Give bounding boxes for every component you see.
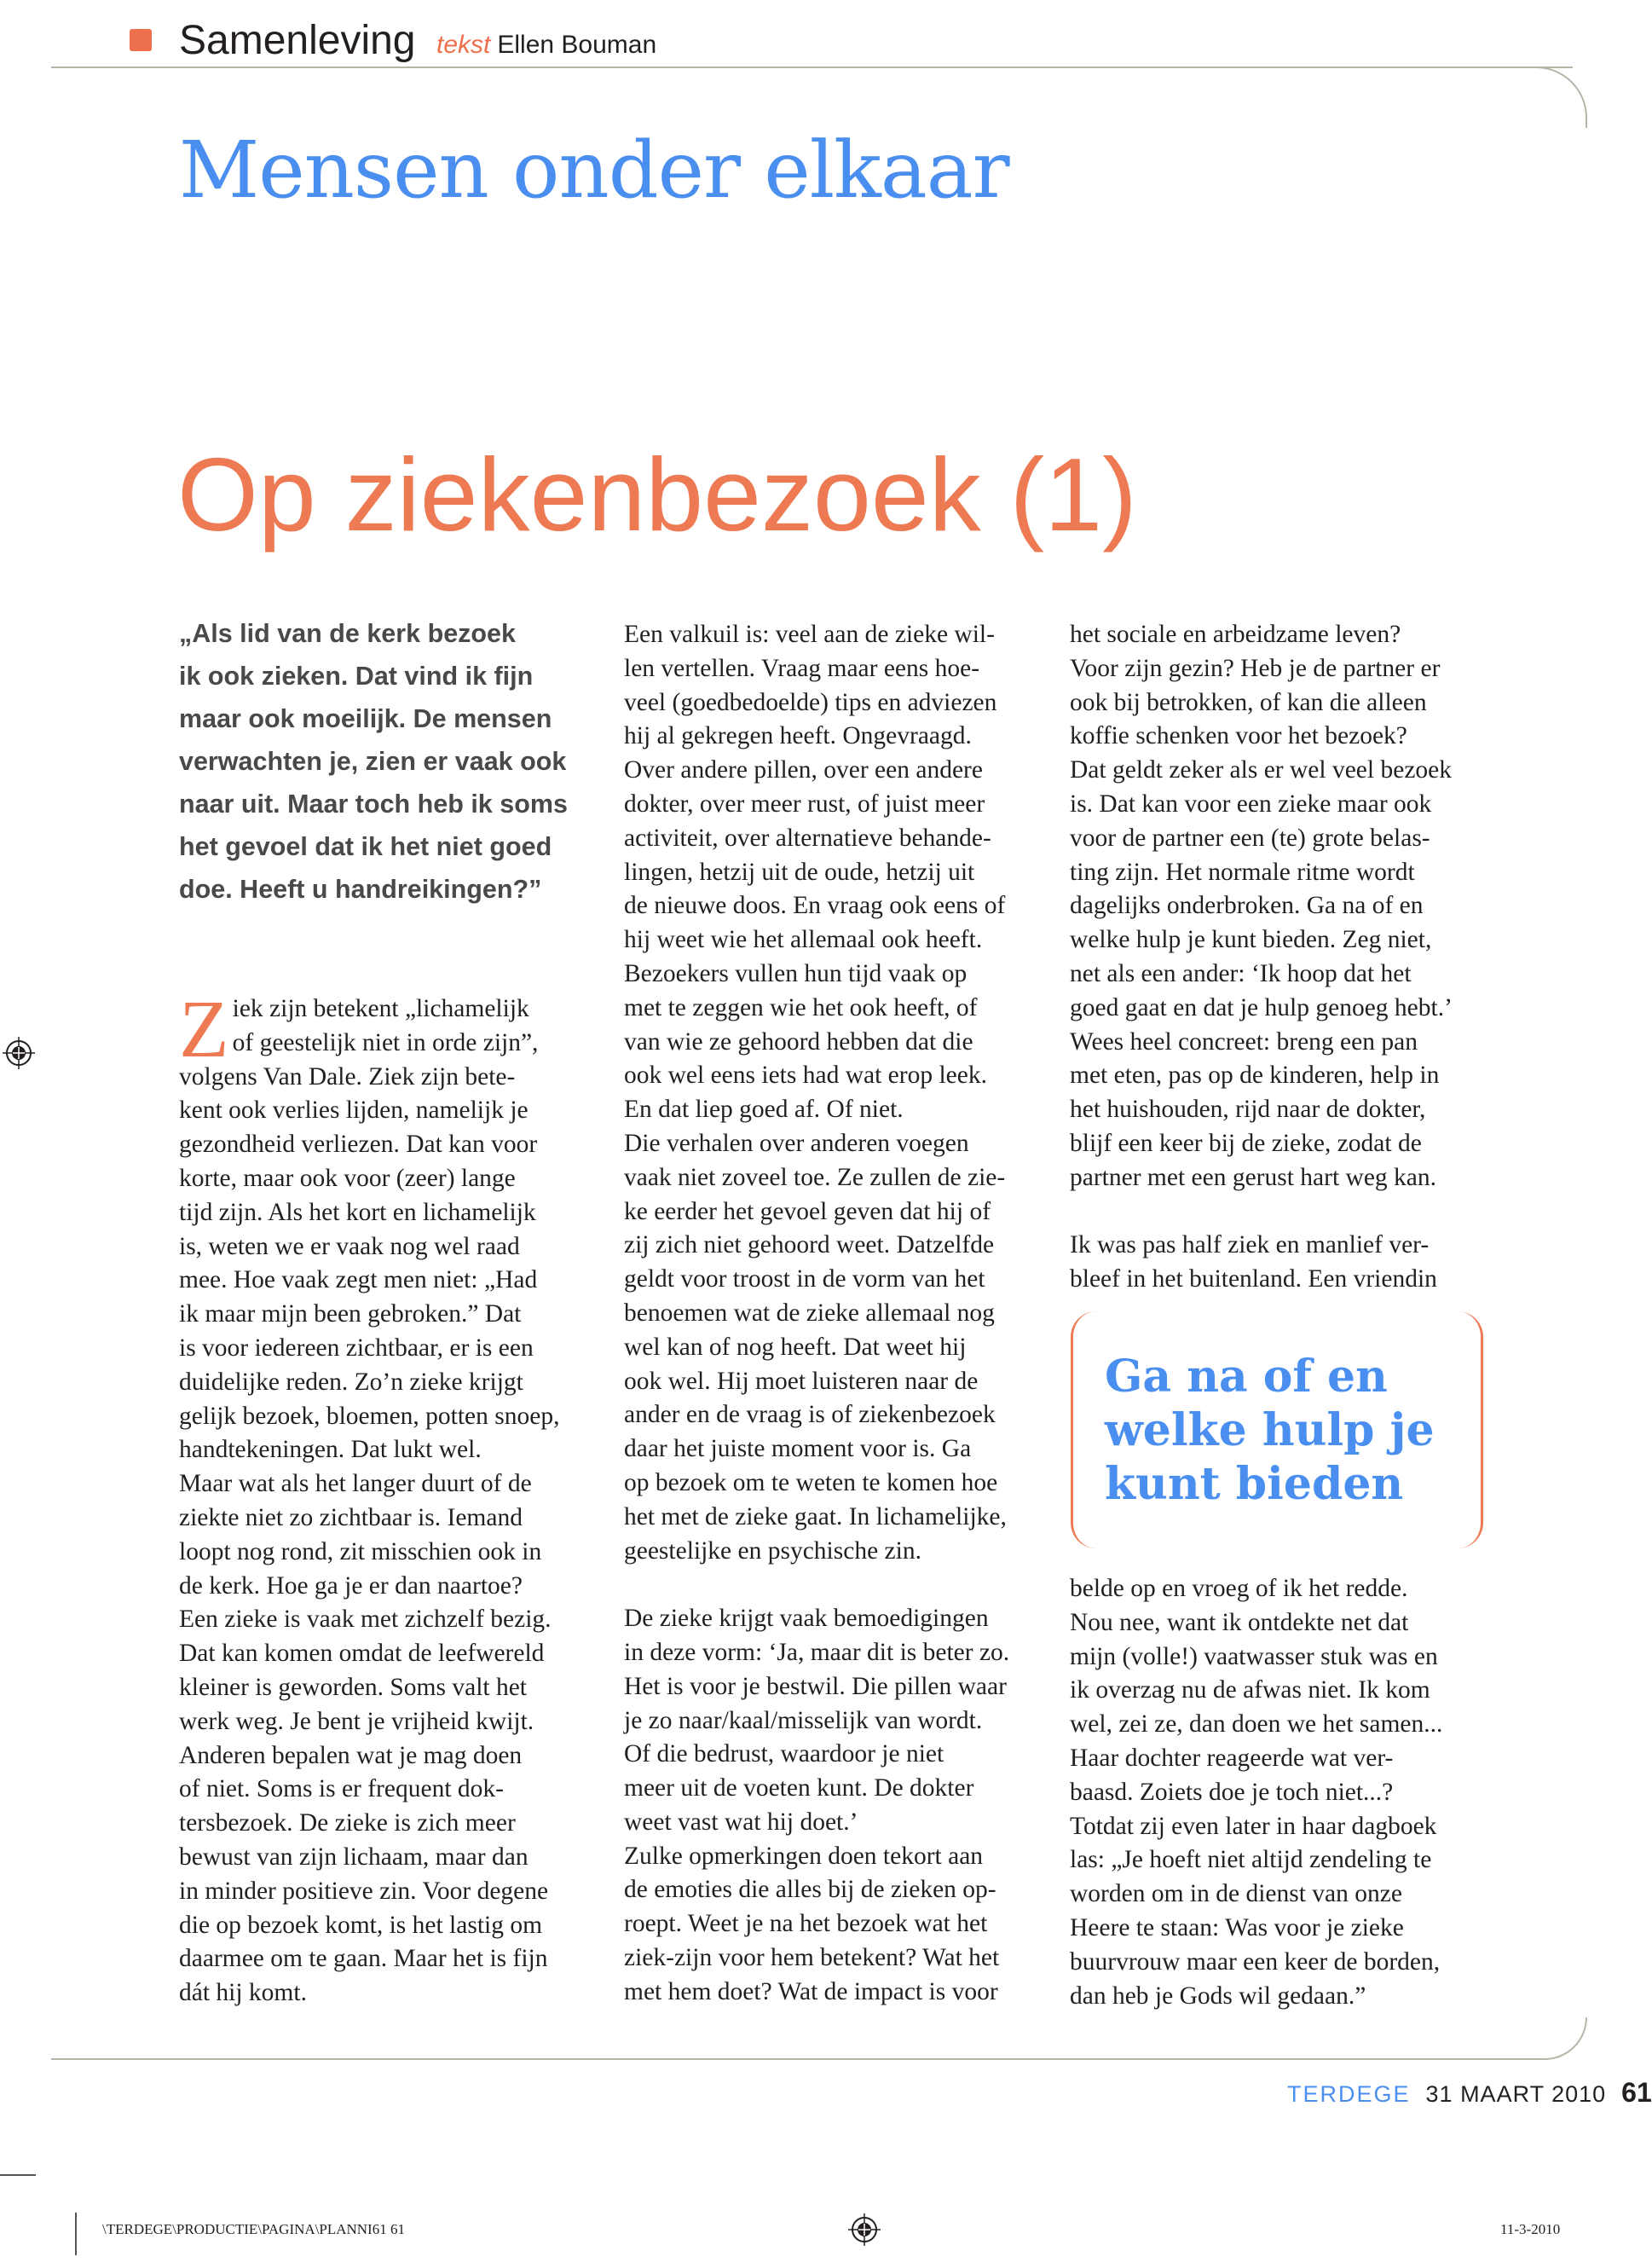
- text-line: iek zijn betekent „lichamelijk: [232, 995, 529, 1022]
- text-line: Over andere pillen, over een andere: [624, 756, 983, 784]
- text-line: werk weg. Je bent je vrijheid kwijt.: [179, 1707, 534, 1735]
- text-line: loopt nog rond, zit misschien ook in: [179, 1537, 542, 1565]
- text-line: Bezoekers vullen hun tijd vaak op: [624, 959, 968, 987]
- text-line: handtekeningen. Dat lukt wel.: [179, 1436, 482, 1464]
- text-line: ook wel eens iets had wat erop leek.: [624, 1062, 987, 1090]
- text-line: ik overzag nu de afwas niet. Ik kom: [1070, 1676, 1430, 1704]
- author-name: Ellen Bouman: [497, 31, 657, 59]
- text-line: gelijk bezoek, bloemen, potten snoep,: [179, 1402, 560, 1430]
- intro-line: het gevoel dat ik het niet goed: [179, 832, 552, 861]
- text-line: in deze vorm: ‘Ja, maar dit is beter zo.: [624, 1638, 1010, 1666]
- crop-mark: [0, 2174, 36, 2176]
- text-line: wel, zei ze, dan doen we het samen...: [1070, 1710, 1443, 1739]
- text-line: ik maar mijn been gebroken.” Dat: [179, 1300, 522, 1328]
- text-line: net als een ander: ‘Ik hoop dat het: [1070, 959, 1412, 987]
- text-line: Een valkuil is: veel aan de zieke wil-: [624, 621, 995, 648]
- text-line: las: „Je hoeft niet altijd zendeling te: [1070, 1846, 1432, 1874]
- body-column-3-top: [1070, 618, 1487, 1297]
- text-line: Die verhalen over anderen voegen: [624, 1129, 969, 1157]
- text-line: Totdat zij even later in haar dagboek: [1070, 1812, 1437, 1840]
- magazine-name: TERDEGE: [1287, 2081, 1411, 2107]
- text-line: met eten, pas op de kinderen, help in: [1070, 1062, 1440, 1090]
- text-line: benoemen wat de zieke allemaal nog: [624, 1299, 995, 1327]
- byline: [436, 28, 656, 62]
- text-line: Anderen bepalen wat je mag doen: [179, 1741, 523, 1769]
- text-line: Ik was pas half ziek en manlief ver-: [1070, 1231, 1430, 1259]
- text-line: op bezoek om te weten te komen hoe: [624, 1468, 998, 1496]
- text-line: worden om in de dienst van onze: [1070, 1880, 1402, 1908]
- text-line: Maar wat als het langer duurt of de: [179, 1470, 532, 1498]
- text-line: de nieuwe doos. En vraag ook eens of: [624, 892, 1006, 920]
- text-line: baasd. Zoiets doe je toch niet...?: [1070, 1778, 1394, 1806]
- text-line: bewust van zijn lichaam, maar dan: [179, 1843, 529, 1871]
- text-line: dan heb je Gods wil gedaan.”: [1070, 1982, 1366, 2010]
- text-line: roept. Weet je na het bezoek wat het: [624, 1910, 988, 1938]
- print-slug-date: 11-3-2010: [1500, 2221, 1561, 2237]
- text-line: de kerk. Hoe ga je er dan naartoe?: [179, 1571, 523, 1600]
- text-line: met hem doet? Wat de impact is voor: [624, 1977, 998, 2005]
- text-line: of geestelijk niet in orde zijn”,: [232, 1028, 539, 1056]
- text-line: mee. Hoe vaak zegt men niet: „Had: [179, 1266, 538, 1294]
- text-line: hij weet wie het allemaal ook heeft.: [624, 926, 983, 954]
- text-line: die op bezoek komt, is het lastig om: [179, 1911, 543, 1939]
- page-number: 61: [1621, 2077, 1652, 2108]
- text-line: van wie ze gehoord hebben dat die: [624, 1027, 973, 1056]
- text-line: buurvrouw maar een keer de borden,: [1070, 1947, 1441, 1976]
- text-line: daarmee om te gaan. Maar het is fijn: [179, 1945, 548, 1973]
- text-line: is voor iedereen zichtbaar, er is een: [179, 1334, 534, 1362]
- text-line: Haar dochter reageerde wat ver-: [1070, 1744, 1394, 1772]
- intro-line: „Als lid van de kerk bezoek: [179, 619, 516, 648]
- text-line: kleiner is geworden. Soms valt het: [179, 1673, 528, 1701]
- print-slug-path: \TERDEGE\PRODUCTIE\PAGINA\PLANNI61 61: [102, 2221, 405, 2237]
- text-line: of niet. Soms is er frequent dok-: [179, 1775, 504, 1803]
- text-line: partner met een gerust hart weg kan.: [1070, 1163, 1437, 1191]
- text-line: koffie schenken voor het bezoek?: [1070, 722, 1407, 750]
- text-line: daar het juiste moment voor is. Ga: [624, 1435, 972, 1463]
- text-line: ke eerder het gevoel geven dat hij of: [624, 1197, 991, 1225]
- text-line: korte, maar ook voor (zeer) lange: [179, 1164, 516, 1192]
- text-line: tijd zijn. Als het kort en lichamelijk: [179, 1198, 536, 1226]
- text-line: voor de partner een (te) grote belas-: [1070, 824, 1430, 852]
- text-line: dokter, over meer rust, of juist meer: [624, 790, 985, 818]
- text-line: geestelijke en psychische zin.: [624, 1536, 921, 1565]
- text-line: hij al gekregen heeft. Ongevraagd.: [624, 722, 972, 750]
- text-line: meer uit de voeten kunt. De dokter: [624, 1774, 974, 1802]
- text-line: de emoties die alles bij de zieken op-: [624, 1876, 996, 1904]
- text-line: De zieke krijgt vaak bemoedigingen: [624, 1605, 989, 1633]
- text-line: duidelijke reden. Zo’n zieke krijgt: [179, 1368, 523, 1396]
- body-column-1: [179, 983, 597, 2011]
- bottom-rule-corner: [1526, 2017, 1587, 2060]
- text-line: ander en de vraag is of ziekenbezoek: [624, 1401, 996, 1429]
- text-line: En dat liep goed af. Of niet.: [624, 1096, 904, 1124]
- text-line: het met de zieke gaat. In lichamelijke,: [624, 1502, 1007, 1530]
- intro-line: doe. Heeft u handreikingen?”: [179, 875, 542, 904]
- text-line: welke hulp je kunt bieden. Zeg niet,: [1070, 926, 1432, 954]
- text-line: ziekte niet zo zichtbaar is. Iemand: [179, 1503, 523, 1531]
- top-rule-corner: [1526, 67, 1587, 128]
- text-line: met te zeggen wie het ook heeft, of: [624, 993, 978, 1021]
- intro-line: naar uit. Maar toch heb ik soms: [179, 790, 568, 819]
- text-line: bleef in het buitenland. Een vriendin: [1070, 1265, 1437, 1293]
- text-line: mijn (volle!) vaatwasser stuk was en: [1070, 1642, 1438, 1670]
- paragraph-gap: [624, 1568, 1042, 1602]
- drop-cap: Z: [179, 983, 229, 1074]
- crop-mark: [75, 2213, 77, 2255]
- text-line: weet vast wat hij doet.’: [624, 1808, 858, 1836]
- text-line: Voor zijn gezin? Heb je de partner er: [1070, 654, 1441, 682]
- text-line: len vertellen. Vraag maar eens hoe-: [624, 654, 980, 682]
- pull-quote-line: welke hulp je: [1105, 1404, 1435, 1456]
- intro-line: ik ook zieken. Dat vind ik fijn: [179, 662, 534, 691]
- text-line: activiteit, over alternatieve behande-: [624, 824, 991, 852]
- article-intro: [179, 612, 597, 911]
- text-line: ting zijn. Het normale ritme wordt: [1070, 858, 1415, 886]
- text-line: veel (goedbedoelde) tips en adviezen: [624, 688, 997, 716]
- body-column-3-bottom: [1070, 1572, 1487, 2013]
- text-line: is. Dat kan voor een zieke maar ook: [1070, 790, 1432, 818]
- pull-quote-line: Ga na of en: [1105, 1351, 1388, 1403]
- text-line: ook bij betrokken, of kan die alleen: [1070, 688, 1427, 716]
- section-marker: [130, 29, 152, 51]
- bottom-rule: [51, 2058, 1534, 2060]
- text-line: tersbezoek. De zieke is zich meer: [179, 1809, 516, 1837]
- text-line: Nou nee, want ik ontdekte net dat: [1070, 1608, 1409, 1636]
- text-line: Dat kan komen omdat de leefwereld: [179, 1640, 545, 1668]
- text-line: Het is voor je bestwil. Die pillen waar: [624, 1672, 1007, 1700]
- series-title: Mensen onder elkaar: [179, 124, 1009, 216]
- text-line: je zo naar/kaal/misselijk van wordt.: [624, 1706, 983, 1734]
- text-line: kent ook verlies lijden, namelijk je: [179, 1096, 529, 1125]
- text-line: Dat geldt zeker als er wel veel bezoek: [1070, 756, 1453, 784]
- text-line: Heere te staan: Was voor je zieke: [1070, 1913, 1404, 1941]
- body-column-2: [624, 618, 1042, 2010]
- text-line: Of die bedrust, waardoor je niet: [624, 1740, 944, 1768]
- text-line: lingen, hetzij uit de oude, hetzij uit: [624, 858, 975, 886]
- top-rule: [51, 67, 1573, 68]
- text-line: volgens Van Dale. Ziek zijn bete-: [179, 1062, 516, 1091]
- section-name: Samenleving: [179, 18, 416, 63]
- byline-label: tekst: [436, 31, 491, 59]
- text-line: zij zich niet gehoord weet. Datzelfde: [624, 1231, 995, 1259]
- intro-line: maar ook moeilijk. De mensen: [179, 704, 552, 733]
- text-line: geldt voor troost in de vorm van het: [624, 1265, 985, 1293]
- text-line: in minder positieve zin. Voor degene: [179, 1877, 549, 1905]
- text-line: belde op en vroeg of ik het redde.: [1070, 1575, 1408, 1602]
- text-line: Een zieke is vaak met zichzelf bezig.: [179, 1606, 552, 1634]
- intro-line: verwachten je, zien er vaak ook: [179, 747, 567, 776]
- text-line: gezondheid verliezen. Dat kan voor: [179, 1131, 538, 1159]
- text-line: blijf een keer bij de zieke, zodat de: [1070, 1129, 1422, 1157]
- pull-quote-line: kunt bieden: [1105, 1458, 1404, 1510]
- text-line: vaak niet zoveel toe. Ze zullen de zie-: [624, 1163, 1006, 1191]
- text-line: ziek-zijn voor hem betekent? Wat het: [624, 1944, 1000, 1972]
- text-line: Wees heel concreet: breng een pan: [1070, 1027, 1418, 1056]
- text-line: dát hij komt.: [179, 1979, 307, 2007]
- folio: [1287, 2077, 1652, 2109]
- paragraph-gap: [1070, 1195, 1487, 1229]
- issue-date: 31 MAART 2010: [1425, 2081, 1607, 2107]
- registration-mark-icon: [848, 2213, 881, 2246]
- text-line: het sociale en arbeidzame leven?: [1070, 621, 1401, 648]
- text-line: dagelijks onderbroken. Ga na of en: [1070, 892, 1424, 920]
- text-line: Zulke opmerkingen doen tekort aan: [624, 1842, 984, 1870]
- registration-mark-icon: [3, 1037, 35, 1069]
- text-line: goed gaat en dat je hulp genoeg hebt.’: [1070, 993, 1453, 1021]
- pull-quote: [1105, 1350, 1463, 1511]
- text-line: is, weten we er vaak nog wel raad: [179, 1232, 520, 1260]
- text-line: wel kan of nog heeft. Dat weet hij: [624, 1333, 967, 1361]
- article-title: Op ziekenbezoek (1): [177, 437, 1137, 553]
- text-line: ook wel. Hij moet luisteren naar de: [624, 1367, 979, 1395]
- text-line: het huishouden, rijd naar de dokter,: [1070, 1096, 1426, 1124]
